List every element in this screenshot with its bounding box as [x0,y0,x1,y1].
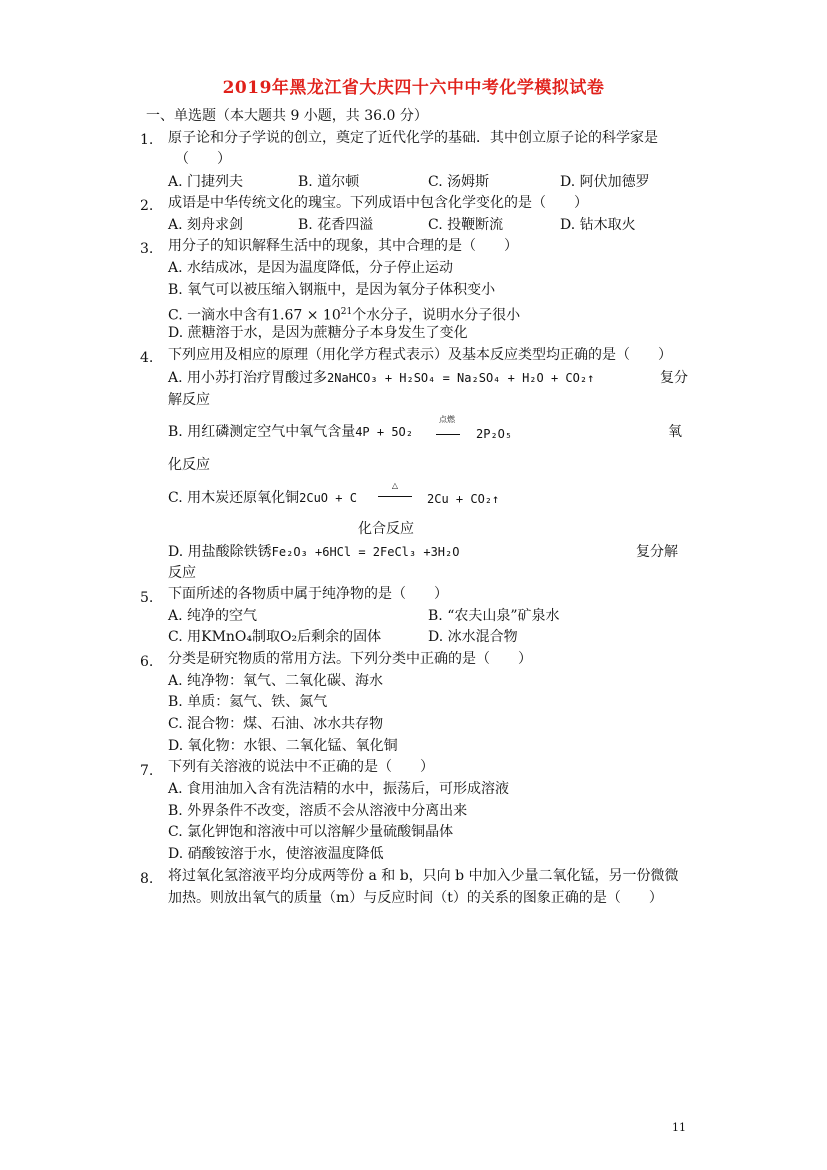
option-c: C. 用木炭还原氧化铜2CuO + C [168,490,357,506]
question-text: 分类是研究物质的常用方法。下列分类中正确的是（ ） [168,651,532,667]
option-d: D. 冰水混合物 [428,629,518,645]
reaction-type: 化合反应 [358,521,414,537]
reaction-condition: △ [391,481,399,490]
option-b: B. “农夫山泉”矿泉水 [428,608,560,624]
option-c: C. 投鞭断流 [428,217,504,233]
option-a: A. 用小苏打治疗胃酸过多2NaHCO₃ + H₂SO₄ = Na₂SO₄ + H₂O + CO₂↑ [168,370,595,386]
question-text: 原子论和分子学说的创立，奠定了近代化学的基础．其中创立原子论的科学家是 [168,130,658,146]
question-text: 成语是中华传统文化的瑰宝。下列成语中包含化学变化的是（ ） [168,195,588,211]
option-a: A. 门捷列夫 [168,174,244,190]
section-heading: 一、单选题（本大题共 9 小题，共 36.0 分） [146,108,428,124]
page-number: 11 [672,1121,686,1134]
question-number: 7. [140,763,154,779]
question-number: 2. [140,198,154,214]
question-text: 加热。则放出氧气的质量（m）与反应时间（t）的关系的图象正确的是（ ） [168,890,663,906]
option-d: D. 钻木取火 [560,217,636,233]
option-c: C. 汤姆斯 [428,174,490,190]
chemical-equation: Fe₂O₃ +6HCl = 2FeCl₃ +3H₂O [271,545,460,559]
chemical-equation-left: 2CuO + C [299,491,357,505]
exam-title: 2019年黑龙江省大庆四十六中中考化学模拟试卷 [222,78,605,98]
option-d: D. 蔗糖溶于水，是因为蔗糖分子本身发生了变化 [168,325,468,341]
option-b: B. 道尔顿 [298,174,360,190]
option-b: B. 用红磷测定空气中氧气含量4P + 5O₂ [168,424,413,440]
question-number: 1. [140,132,154,148]
question-text: 下列有关溶液的说法中不正确的是（ ） [168,759,434,775]
option-a: A. 纯净物：氧气、二氧化碳、海水 [168,673,384,689]
option-d: D. 阿伏加德罗 [560,174,650,190]
option-c: C. 氯化钾饱和溶液中可以溶解少量硫酸铜晶体 [168,824,454,840]
option-a: A. 水结成冰，是因为温度降低，分子停止运动 [168,260,454,276]
question-text: （ ） [175,151,231,167]
reaction-type: 氧 [668,424,682,440]
equation-line [378,496,412,497]
option-d: D. 硝酸铵溶于水，使溶液温度降低 [168,846,384,862]
option-a: A. 纯净的空气 [168,608,258,624]
option-b: B. 外界条件不改变，溶质不会从溶液中分离出来 [168,803,468,819]
question-number: 4. [140,350,154,366]
equation-line [436,434,460,435]
chemical-equation: 2NaHCO₃ + H₂SO₄ = Na₂SO₄ + H₂O + CO₂↑ [327,371,595,385]
option-a: A. 食用油加入含有洗洁精的水中，振荡后，可形成溶液 [168,781,510,797]
option-d: D. 氧化物：水银、二氧化锰、氧化铜 [168,738,398,754]
reaction-condition: 点燃 [439,415,455,424]
question-number: 3. [140,241,154,257]
question-number: 5. [140,590,154,606]
question-number: 6. [140,654,154,670]
option-c: C. 用KMnO₄制取O₂后剩余的固体 [168,629,382,645]
option-b: B. 氧气可以被压缩入钢瓶中，是因为氧分子体积变小 [168,282,496,298]
reaction-type: 化反应 [168,457,210,473]
option-c: C. 混合物：煤、石油、冰水共存物 [168,716,384,732]
option-b: B. 单质：氦气、铁、氮气 [168,694,328,710]
chemical-equation-left: 4P + 5O₂ [355,425,413,439]
reaction-type: 复分解 [636,544,678,560]
question-text: 下面所述的各物质中属于纯净物的是（ ） [168,586,448,602]
chemical-equation-right: 2Cu + CO₂↑ [427,492,500,506]
option-a: A. 刻舟求剑 [168,217,244,233]
reaction-type: 解反应 [168,392,210,408]
chemical-equation-right: 2P₂O₅ [476,427,513,441]
reaction-type: 复分 [660,370,688,386]
option-b: B. 花香四溢 [298,217,374,233]
question-number: 8. [140,871,154,887]
option-d: D. 用盐酸除铁锈Fe₂O₃ +6HCl = 2FeCl₃ +3H₂O [168,544,460,560]
option-c: C. 一滴水中含有$1.67 \times 10^{21}$个水分子，说明水分子很小 [168,307,521,324]
reaction-type: 反应 [168,565,196,581]
question-text: 下列应用及相应的原理（用化学方程式表示）及基本反应类型均正确的是（ ） [168,347,672,363]
question-text: 用分子的知识解释生活中的现象，其中合理的是（ ） [168,238,518,254]
question-text: 将过氧化氢溶液平均分成两等份 a 和 b，只向 b 中加入少量二氧化锰，另一份微微 [168,868,679,884]
